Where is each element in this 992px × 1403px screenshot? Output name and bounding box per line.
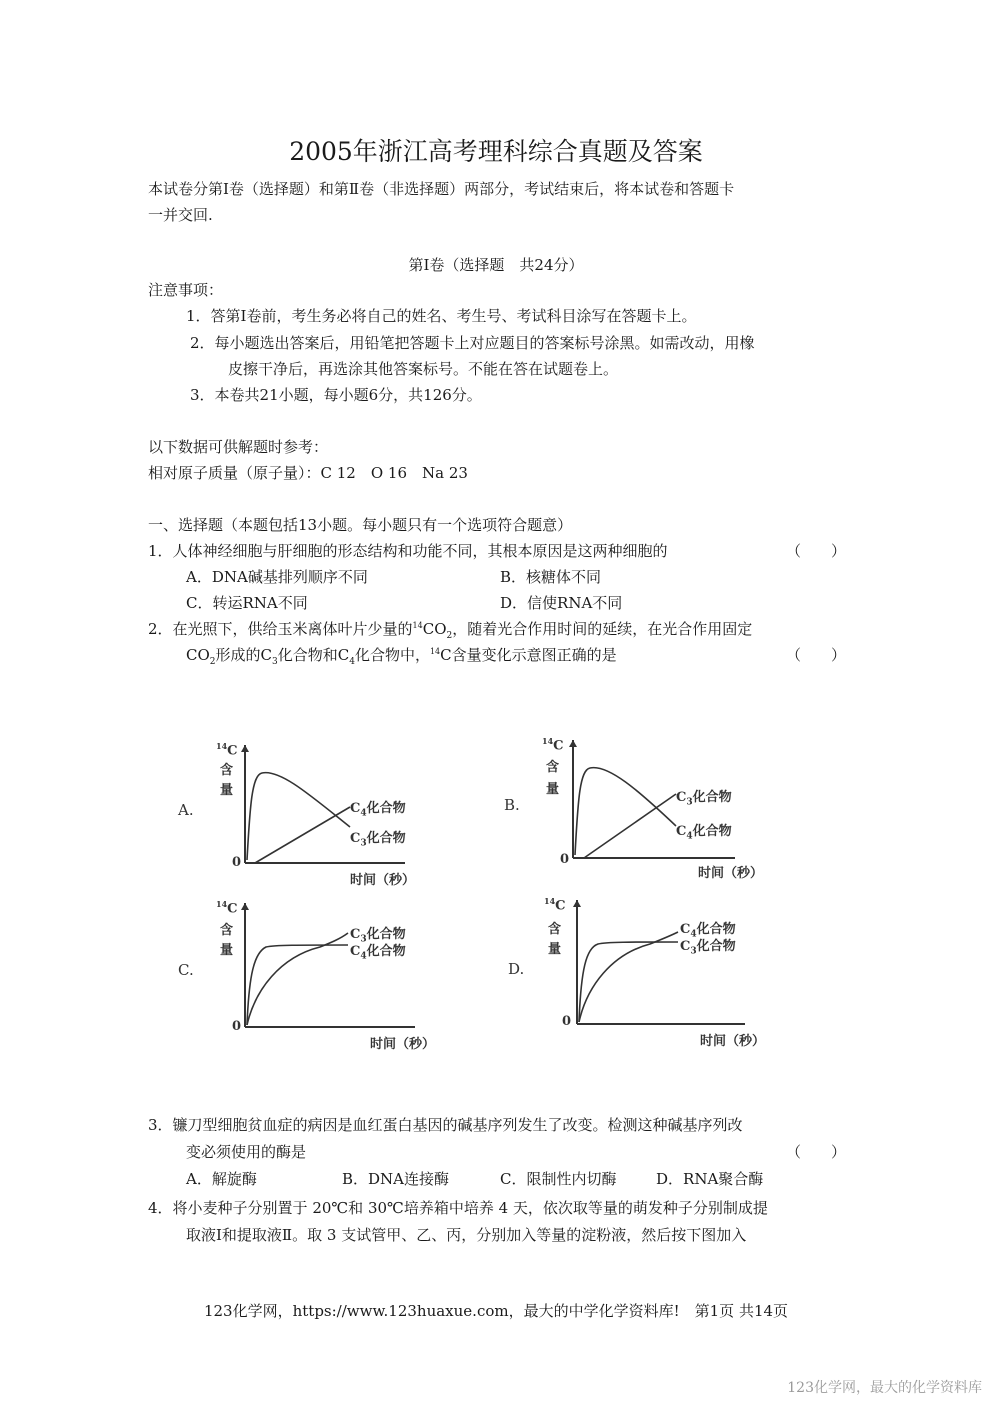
graph-a-origin: 0 bbox=[232, 855, 242, 870]
watermark: 123化学网，最大的化学资料库 bbox=[787, 1380, 982, 1396]
graph-d-ylabel-1: 含 bbox=[548, 922, 562, 937]
q3-option-d: D．RNA聚合酶 bbox=[656, 1170, 764, 1188]
graph-a-ylabel-top: $^{14}$C bbox=[216, 741, 238, 759]
q2-sub-2: 2 bbox=[446, 631, 453, 641]
q2-blank: （ ） bbox=[786, 646, 847, 664]
q2-co2: CO bbox=[422, 620, 447, 638]
graph-d-y-arrow bbox=[573, 900, 581, 907]
note-3: 3．本卷共21小题，每小题6分，共126分。 bbox=[190, 386, 482, 404]
graph-d-ylabel-2: 量 bbox=[548, 942, 562, 957]
graph-c-lower-label: $C_4$化合物 bbox=[350, 944, 406, 962]
graph-c-origin: 0 bbox=[232, 1019, 242, 1034]
q2-sub-4: 4 bbox=[349, 657, 355, 667]
graph-a-ylabel-2: 量 bbox=[220, 783, 234, 798]
q4-line-2: 取液Ⅰ和提取液Ⅱ。取 3 支试管甲、乙、丙，分别加入等量的淀粉液，然后按下图加入 bbox=[186, 1226, 747, 1244]
q1-option-b: B．核糖体不同 bbox=[500, 568, 602, 586]
q3-blank: （ ） bbox=[786, 1143, 847, 1161]
graph-c-curve-slow bbox=[247, 933, 348, 1025]
q1-option-a: A．DNA碱基排列顺序不同 bbox=[186, 568, 368, 586]
q4-line-1: 4．将小麦种子分别置于 20℃和 30℃培养箱中培养 4 天，依次取等量的萌发种子分别制成提 bbox=[148, 1199, 768, 1217]
q3-line-2: 变必须使用的酶是 bbox=[186, 1143, 307, 1161]
graph-c-upper-label: $C_3$化合物 bbox=[350, 927, 406, 945]
graph-d-plot bbox=[500, 890, 780, 1060]
graph-d-ylabel-top: $^{14}$C bbox=[544, 896, 566, 914]
q2-text-a: 2．在光照下，供给玉米离体叶片少量的 bbox=[148, 620, 413, 638]
graph-b-y-arrow bbox=[569, 740, 577, 747]
note-2-cont: 皮擦干净后，再选涂其他答案标号。不能在答在试题卷上。 bbox=[228, 360, 619, 378]
graph-c-curve-fast bbox=[247, 945, 348, 1025]
graph-b-ylabel-1: 含 bbox=[546, 760, 560, 775]
q2-text-b: ，随着光合作用时间的延续，在光合作用固定 bbox=[452, 620, 753, 638]
q1-option-d: D．信使RNA不同 bbox=[500, 594, 623, 612]
q2-sup-14b: 14 bbox=[429, 647, 441, 656]
graph-d-curve-fast bbox=[579, 942, 678, 1022]
q2-sub-3: 3 bbox=[272, 657, 278, 667]
intro-line-1: 本试卷分第Ⅰ卷（选择题）和第Ⅱ卷（非选择题）两部分，考试结束后，将本试卷和答题卡 bbox=[148, 180, 735, 198]
q1-stem: 1．人体神经细胞与肝细胞的形态结构和功能不同，其根本原因是这两种细胞的 bbox=[148, 542, 668, 560]
q3-option-b: B．DNA连接酶 bbox=[342, 1170, 450, 1188]
graph-b-letter: B. bbox=[504, 796, 520, 814]
note-1: 1．答第Ⅰ卷前，考生务必将自己的姓名、考生号、考试科目涂写在答题卡上。 bbox=[186, 307, 697, 325]
graph-a-upper-label: $C_4$化合物 bbox=[350, 801, 406, 819]
reference-data: 相对原子质量（原子量）：C 12 O 16 Na 23 bbox=[148, 464, 468, 482]
graph-d-upper-label: $C_4$化合物 bbox=[680, 922, 736, 940]
q2-text-c: 形成的C bbox=[215, 646, 272, 664]
reference-title: 以下数据可供解题时参考： bbox=[148, 438, 329, 456]
q3-option-c: C．限制性内切酶 bbox=[500, 1170, 617, 1188]
page-title: 2005年浙江高考理科综合真题及答案 bbox=[289, 137, 703, 166]
page-footer: 123化学网，https://www.123huaxue.com，最大的中学化学资料库! 第1页 共14页 bbox=[203, 1302, 789, 1320]
graph-a-y-arrow bbox=[241, 745, 249, 752]
graph-d-letter: D. bbox=[508, 960, 525, 978]
graph-c-plot bbox=[170, 895, 450, 1065]
graph-b-ylabel-2: 量 bbox=[546, 782, 560, 797]
graph-b bbox=[500, 728, 780, 898]
graph-a-xlabel: 时间（秒） bbox=[350, 873, 416, 888]
graph-d-origin: 0 bbox=[562, 1014, 572, 1029]
graph-c-ylabel-1: 含 bbox=[220, 923, 234, 938]
intro-line-2: 一并交回. bbox=[148, 206, 213, 224]
q2-text-d: 化合物和C bbox=[277, 646, 350, 664]
q1-blank: （ ） bbox=[786, 542, 847, 560]
section-header: 第Ⅰ卷（选择题 共24分） bbox=[408, 256, 584, 274]
graph-a bbox=[170, 735, 450, 905]
graph-c-ylabel-top: $^{14}$C bbox=[216, 899, 238, 917]
graph-c-xlabel: 时间（秒） bbox=[370, 1037, 436, 1052]
q2-sub-2b: 2 bbox=[209, 657, 216, 667]
note-2: 2．每小题选出答案后，用铅笔把答题卡上对应题目的答案标号涂黑。如需改动，用橡 bbox=[190, 334, 755, 352]
graph-a-lower-label: $C_3$化合物 bbox=[350, 831, 406, 849]
graph-b-curve-upper bbox=[575, 768, 676, 855]
graph-a-plot bbox=[170, 735, 450, 905]
graph-c-letter: C. bbox=[178, 961, 194, 979]
notes-title: 注意事项： bbox=[148, 281, 224, 299]
graph-a-curve-lower bbox=[255, 807, 350, 863]
graph-d bbox=[500, 890, 780, 1060]
graph-b-upper-label: $C_3$化合物 bbox=[676, 790, 732, 808]
q3-option-a: A．解旋酶 bbox=[186, 1170, 257, 1188]
graph-b-xlabel: 时间（秒） bbox=[698, 866, 764, 881]
graph-b-origin: 0 bbox=[560, 852, 570, 867]
q2-co2-b: CO bbox=[186, 646, 210, 664]
q2-text-e: 化合物中， bbox=[354, 646, 430, 664]
graph-c-ylabel-2: 量 bbox=[220, 943, 234, 958]
graph-b-lower-label: $C_4$化合物 bbox=[676, 824, 732, 842]
graph-d-lower-label: $C_3$化合物 bbox=[680, 939, 736, 957]
graph-a-ylabel-1: 含 bbox=[220, 763, 234, 778]
graph-a-letter: A. bbox=[178, 801, 194, 819]
graph-b-ylabel-top: $^{14}$C bbox=[542, 736, 564, 754]
graph-b-plot bbox=[500, 728, 780, 898]
q2-line-1 bbox=[148, 618, 752, 641]
graph-b-curve-lower bbox=[584, 794, 676, 858]
graph-c-y-arrow bbox=[241, 903, 249, 910]
q2-sup-14: 14 bbox=[412, 621, 423, 630]
q1-option-c: C．转运RNA不同 bbox=[186, 594, 308, 612]
graph-c bbox=[170, 895, 450, 1065]
q2-text-f: C含量变化示意图正确的是 bbox=[440, 646, 617, 664]
part1-header: 一、选择题（本题包括13小题。每小题只有一个选项符合题意） bbox=[148, 516, 573, 534]
q3-line-1: 3．镰刀型细胞贫血症的病因是血红蛋白基因的碱基序列发生了改变。检测这种碱基序列改 bbox=[148, 1116, 743, 1134]
q2-line-2 bbox=[186, 644, 617, 667]
graph-d-xlabel: 时间（秒） bbox=[700, 1034, 766, 1049]
